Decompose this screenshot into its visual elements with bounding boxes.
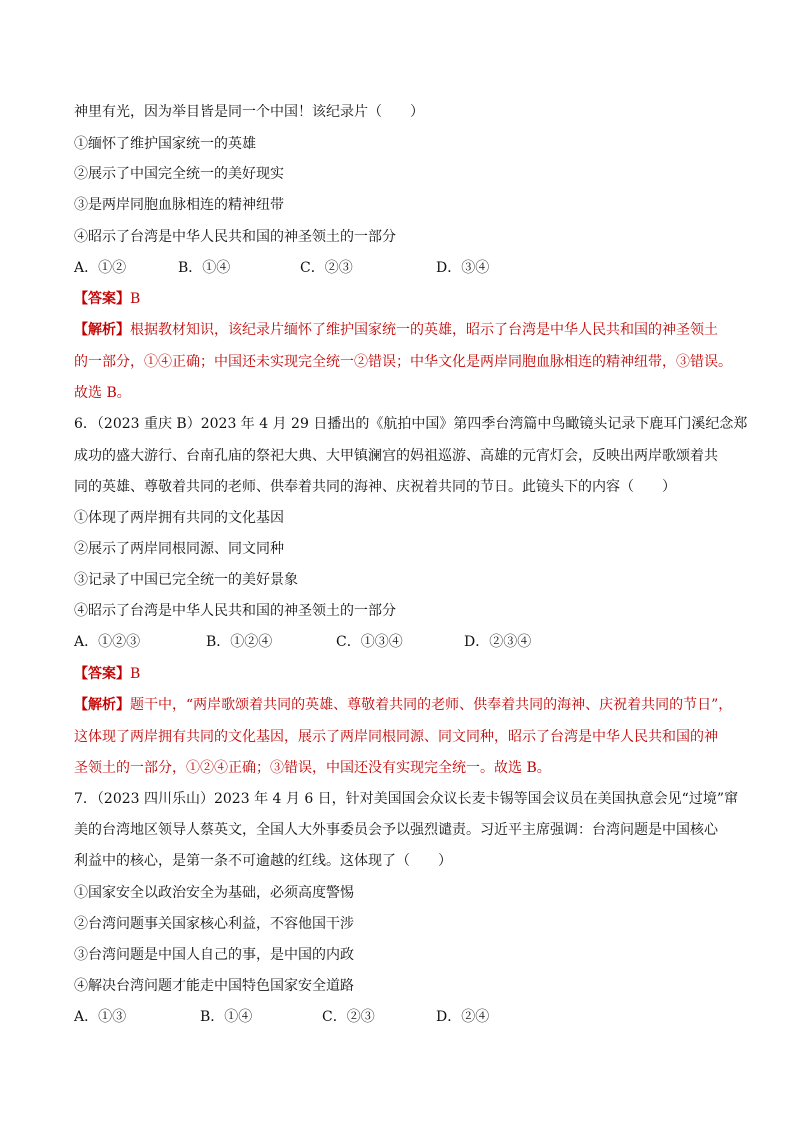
q7-option-b: B．①④ xyxy=(200,1009,253,1025)
q5-analysis-line-2: 的一部分，①④正确；中国还未实现完全统一②错误；中华文化是两岸同胞血脉相连的精神纽带，③错误。 xyxy=(74,354,732,370)
q6-analysis-line-3: 圣领土的一部分，①②④正确；③错误，中国还没有实现完全统一。故选 B。 xyxy=(74,760,551,776)
q6-item-2: ②展示了两岸同根同源、同文同种 xyxy=(74,541,284,557)
q5-analysis-tag: 【解析】 xyxy=(74,322,130,338)
q6-option-c: C．①③④ xyxy=(336,634,403,650)
q6-analysis-tag: 【解析】 xyxy=(74,697,130,713)
q7-item-4: ④解决台湾问题才能走中国特色国家安全道路 xyxy=(74,978,354,994)
q5-option-b: B．①④ xyxy=(178,260,231,276)
q5-analysis-text-1: 根据教材知识，该纪录片缅怀了维护国家统一的英雄，昭示了台湾是中华人民共和国的神圣领土 xyxy=(130,322,718,338)
q6-answer-value: B xyxy=(130,666,141,682)
q7-stem-line-2: 美的台湾地区领导人蔡英文，全国人大外事委员会予以强烈谴责。习近平主席强调：台湾问题是中国核心 xyxy=(74,822,718,838)
q6-stem-line-2: 成功的盛大游行、台南孔庙的祭祀大典、大甲镇澜宫的妈祖巡游、高雄的元宵灯会，反映出两岸歌颂着共 xyxy=(74,448,718,464)
q7-item-3: ③台湾问题是中国人自己的事，是中国的内政 xyxy=(74,947,354,963)
q5-analysis-line-3: 故选 B。 xyxy=(74,385,131,401)
q5-option-c: C．②③ xyxy=(300,260,353,276)
q7-option-c: C．②③ xyxy=(322,1009,375,1025)
q6-option-d: D．②③④ xyxy=(464,634,532,650)
q5-item-3: ③是两岸同胞血脉相连的精神纽带 xyxy=(74,197,284,213)
q5-item-1: ①缅怀了维护国家统一的英雄 xyxy=(74,136,256,152)
q5-option-d: D．③④ xyxy=(436,260,490,276)
q5-item-4: ④昭示了台湾是中华人民共和国的神圣领土的一部分 xyxy=(74,229,396,245)
q6-answer-tag: 【答案】 xyxy=(74,666,130,682)
q6-option-a: A．①②③ xyxy=(74,634,141,650)
q5-answer-value: B xyxy=(130,291,141,307)
q5-answer xyxy=(74,289,734,309)
q7-item-1: ①国家安全以政治安全为基础，必须高度警惕 xyxy=(74,885,354,901)
q6-stem-line-1: 6．（2023 重庆 B）2023 年 4 月 29 日播出的《航拍中国》第四季台湾篇中鸟瞰镜头记录下鹿耳门溪纪念郑 xyxy=(74,416,748,432)
q6-stem-line-3: 同的英雄、尊敬着共同的老师、供奉着共同的海神、庆祝着共同的节日。此镜头下的内容（ ） xyxy=(74,479,676,495)
q6-analysis-line-1 xyxy=(74,695,734,715)
q5-answer-tag: 【答案】 xyxy=(74,291,130,307)
q5-analysis-line-1 xyxy=(74,320,734,340)
q5-stem: 神里有光，因为举目皆是同一个中国！该纪录片（ ） xyxy=(74,104,424,120)
q6-answer xyxy=(74,664,734,684)
q7-option-d: D．②④ xyxy=(436,1009,490,1025)
q6-item-1: ①体现了两岸拥有共同的文化基因 xyxy=(74,510,284,526)
q6-item-3: ③记录了中国已完全统一的美好景象 xyxy=(74,572,298,588)
q5-item-2: ②展示了中国完全统一的美好现实 xyxy=(74,166,284,182)
q7-stem-line-1: 7．（2023 四川乐山）2023 年 4 月 6 日，针对美国国会众议长麦卡锡等国会议员在美国执意会见“过境”窜 xyxy=(74,791,738,807)
q7-stem-line-3: 利益中的核心，是第一条不可逾越的红线。这体现了（ ） xyxy=(74,853,452,869)
q6-analysis-text-1: 题干中，“两岸歌颂着共同的英雄、尊敬着共同的老师、供奉着共同的海神、庆祝着共同的节日”， xyxy=(130,697,733,713)
q7-item-2: ②台湾问题事关国家核心利益，不容他国干涉 xyxy=(74,916,354,932)
q7-option-a: A．①③ xyxy=(74,1009,127,1025)
q6-analysis-line-2: 这体现了两岸拥有共同的文化基因，展示了两岸同根同源、同文同种，昭示了台湾是中华人民共和国的神 xyxy=(74,729,718,745)
q6-option-b: B．①②④ xyxy=(206,634,273,650)
q5-option-a: A．①② xyxy=(74,260,127,276)
q6-item-4: ④昭示了台湾是中华人民共和国的神圣领土的一部分 xyxy=(74,603,396,619)
